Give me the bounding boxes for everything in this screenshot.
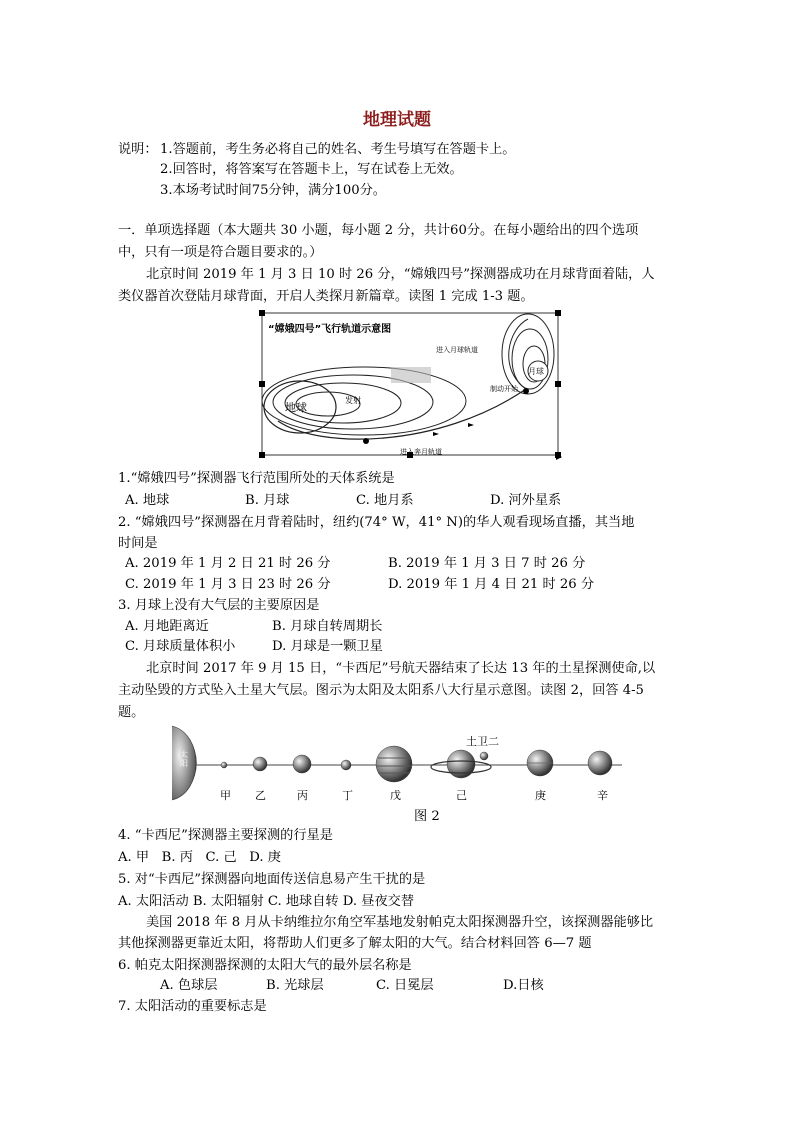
q2-option-c: C. 2019 年 1 月 3 日 23 时 26 分 [125, 577, 331, 592]
instruction-2: 2.回答时，将答案写在答题卡上，写在试卷上无效。 [160, 162, 463, 177]
figure1-enter-lunar-orbit-label: 进入月球轨道 [436, 346, 478, 354]
q1-option-c: C. 地月系 [356, 493, 414, 508]
q2-stem-line1: 2. “嫦娥四号”探测器在月背着陆时，纽约(74° W，41° N)的华人观看现场直播，其当地 [118, 515, 635, 530]
passage2-line1: 北京时间 2017 年 9 月 15 日，“卡西尼”号航天器结束了长达 13 年的土星探测使命,以 [146, 661, 656, 676]
figure2-planet-1: 甲 [220, 789, 231, 802]
instructions-label: 说明： [118, 142, 158, 157]
figure2-planet-6: 己 [456, 789, 467, 802]
figure2-planet-2: 乙 [255, 789, 266, 802]
q3-option-b: B. 月球自转周期长 [272, 619, 383, 634]
q6-stem: 6. 帕克太阳探测器探测的太阳大气的最外层名称是 [118, 958, 412, 973]
q7-stem: 7. 太阳活动的重要标志是 [118, 999, 267, 1014]
instruction-1: 1.答题前，考生务必将自己的姓名、考生号填写在答题卡上。 [160, 142, 516, 157]
q1-option-d: D. 河外星系 [490, 493, 562, 508]
section-heading-line2: 中，只有一项是符合题目要求的。） [118, 245, 323, 260]
figure2-moon-label: 土卫二 [466, 735, 499, 748]
figure1-earth-label: 地球 [285, 401, 307, 414]
figure2-planet-3: 丙 [297, 789, 308, 802]
figure1-title: “嫦娥四号”飞行轨道示意图 [268, 324, 392, 335]
q6-option-d: D.日核 [503, 978, 544, 993]
passage3-line1: 美国 2018 年 8 月从卡纳维拉尔角空军基地发射帕克太阳探测器升空，该探测器能够比 [146, 915, 654, 930]
passage2-line3: 题。 [118, 705, 145, 720]
q5-stem: 5. 对“卡西尼”探测器向地面传送信息易产生干扰的是 [118, 872, 426, 887]
q4-options: A. 甲 B. 丙 C. 己 D. 庚 [118, 850, 281, 865]
q4-stem: 4. “卡西尼”探测器主要探测的行星是 [118, 828, 333, 843]
section-heading-line1: 一．单项选择题（本大题共 30 小题，每小题 2 分，共计60分。在每小题给出的四个选项 [118, 223, 639, 238]
q1-option-b: B. 月球 [245, 493, 290, 508]
figure1-moon-label: 月球 [528, 367, 544, 376]
figure2-planet-8: 辛 [597, 789, 608, 802]
figure2-planet-5: 戊 [390, 789, 401, 802]
q6-option-a: A. 色球层 [160, 978, 218, 993]
q1-stem: 1.“嫦娥四号”探测器飞行范围所处的天体系统是 [118, 471, 395, 486]
figure2-planet-4: 丁 [342, 789, 353, 802]
q3-option-d: D. 月球是一颗卫星 [272, 639, 383, 654]
q6-option-b: B. 光球层 [266, 978, 324, 993]
instruction-3: 3.本场考试时间75分钟，满分100分。 [160, 183, 386, 198]
page-title: 地理试题 [363, 110, 431, 130]
q3-option-a: A. 月地距离近 [125, 619, 209, 634]
q3-option-c: C. 月球质量体积小 [125, 639, 236, 654]
figure2-sun-label: 太阳 [180, 750, 188, 768]
passage1-line2: 类仪器首次登陆月球背面，开启人类探月新篇章。读图 1 完成 1-3 题。 [118, 289, 534, 304]
figure1-launch-label: 发射 [345, 396, 361, 405]
figure2-planet-7: 庚 [535, 789, 546, 802]
q6-option-c: C. 日冕层 [376, 978, 434, 993]
q2-option-b: B. 2019 年 1 月 3 日 7 时 26 分 [388, 556, 586, 571]
q5-options: A. 太阳活动 B. 太阳辐射 C. 地球自转 D. 昼夜交替 [118, 894, 415, 909]
q1-option-a: A. 地球 [125, 493, 170, 508]
figure2-caption: 图 2 [414, 809, 440, 824]
q2-stem-line2: 时间是 [118, 536, 158, 551]
figure1-enter-transfer-orbit-label: 进入奔月轨道 [400, 448, 442, 456]
passage2-line2: 主动坠毁的方式坠入土星大气层。图示为太阳及太阳系八大行星示意图。读图 2，回答 4-5 [118, 683, 644, 698]
q2-option-a: A. 2019 年 1 月 2 日 21 时 26 分 [125, 556, 331, 571]
passage3-line2: 其他探测器更靠近太阳，将帮助人们更多了解太阳的大气。结合材料回答 6—7 题 [118, 936, 592, 951]
q2-option-d: D. 2019 年 1 月 4 日 21 时 26 分 [388, 577, 595, 592]
q3-stem: 3. 月球上没有大气层的主要原因是 [118, 598, 320, 613]
passage1-line1: 北京时间 2019 年 1 月 3 日 10 时 26 分，“嫦娥四号”探测器成功在月球背面着陆，人 [146, 267, 655, 282]
figure1-braking-label: 制动开始 [490, 385, 518, 393]
